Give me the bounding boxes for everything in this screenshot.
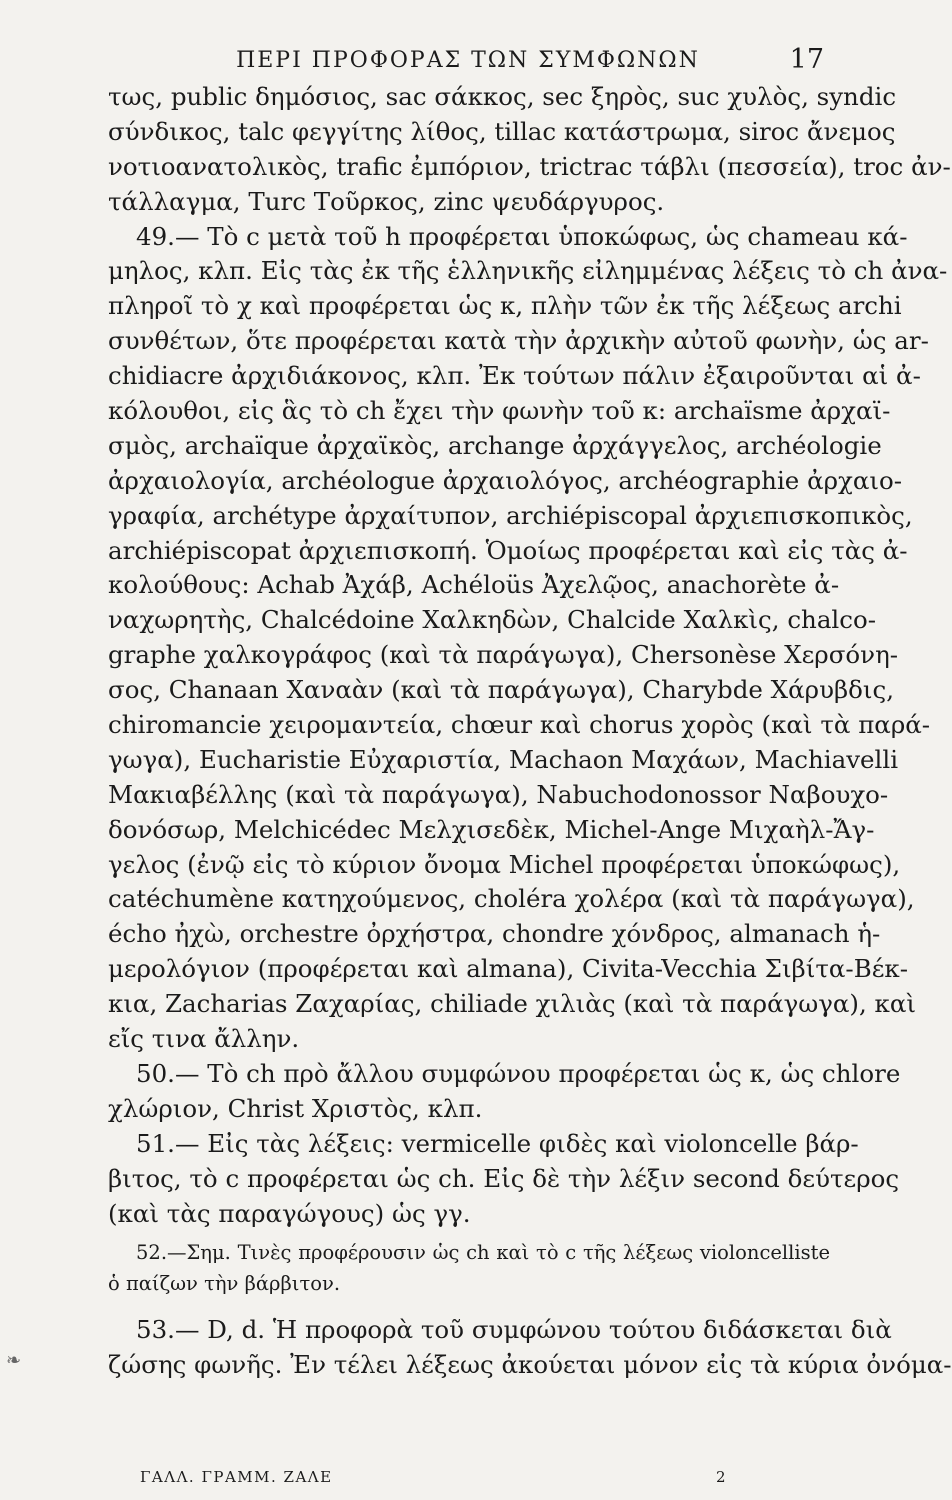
- text-line: ζώσης φωνῆς. Ἐν τέλει λέξεως ἀκούεται μόνον εἰς τὰ κύρια ὀνόμα-: [108, 1350, 952, 1380]
- text-line: χλώριον, Christ Χριστὸς, κλπ.: [108, 1093, 483, 1123]
- signature-title: ΓΑΛΛ. ΓΡΑΜΜ. ΖΑΛΕ: [140, 1468, 333, 1486]
- text-line: écho ἠχὼ, orchestre ὀρχήστρα, chondre χόνδρος, almanach ἡ-: [108, 919, 881, 949]
- text-line: σύνδικος, talc φεγγίτης λίθος, tillac κατάστρωμα, siroc ἄνεμος: [108, 116, 896, 146]
- text-line: catéchumène κατηχούμενος, choléra χολέρα (καὶ τὰ παράγωγα),: [108, 884, 915, 914]
- text-line: νοτιοανατολικὸς, trafic ἐμπόριον, trictrac τάβλι (πεσσεία), troc ἀν-: [108, 151, 951, 181]
- text-line: τάλλαγμα, Turc Τοῦρκος, zinc ψευδάργυρος.: [108, 186, 665, 216]
- text-line: συνθέτων, ὅτε προφέρεται κατὰ τὴν ἀρχικὴν αὐτοῦ φωνὴν, ὡς ar-: [108, 326, 929, 356]
- text-line: βιτος, τὸ c προφέρεται ὡς ch. Εἰς δὲ τὴν λέξιν second δεύτερος: [108, 1163, 900, 1193]
- text-line: 52.—Σημ. Τινὲς προφέρουσιν ὡς ch καὶ τὸ c τῆς λέξεως violoncelliste: [136, 1241, 830, 1265]
- text-line: γραφία, archétype ἀρχαίτυπον, archiépiscopal ἀρχιεπισκοπικὸς,: [108, 500, 913, 530]
- text-line: κόλουθοι, εἰς ἃς τὸ ch ἔχει τὴν φωνὴν τοῦ κ: archaïsme ἀρχαϊ-: [108, 396, 891, 426]
- signature-line: [108, 1468, 830, 1496]
- text-line: μερολόγιον (προφέρεται καὶ almana), Civita-Vecchia Σιβίτα-Βέκ-: [108, 954, 908, 984]
- text-line: εἴς τινα ἄλλην.: [108, 1024, 300, 1054]
- text-line: Μακιαβέλλης (καὶ τὰ παράγωγα), Nabuchodonossor Ναβουχο-: [108, 779, 889, 809]
- text-line: κια, Zacharias Ζαχαρίας, chiliade χιλιὰς (καὶ τὰ παράγωγα), καὶ: [108, 989, 917, 1019]
- page-number: 17: [789, 44, 824, 75]
- margin-mark: ❧: [6, 1350, 22, 1371]
- text-line: ἀρχαιολογία, archéologue ἀρχαιολόγος, archéographie ἀρχαιο-: [108, 465, 903, 495]
- text-line: 51.— Εἰς τὰς λέξεις: vermicelle φιδὲς καὶ violoncelle βάρ-: [136, 1128, 859, 1158]
- text-line: ναχωρητὴς, Chalcédoine Χαλκηδὼν, Chalcide Χαλκὶς, chalco-: [108, 605, 877, 635]
- signature-number: 2: [716, 1468, 728, 1486]
- text-line: γελος (ἐνῷ εἰς τὸ κύριον ὄνομα Michel προφέρεται ὑποκώφως),: [108, 849, 901, 879]
- text-line: ὁ παίζων τὴν βάρβιτον.: [108, 1272, 341, 1296]
- text-line: γωγα), Eucharistie Εὐχαριστία, Machaon Μαχάων, Machiavelli: [108, 744, 899, 774]
- text-line: graphe χαλκογράφος (καὶ τὰ παράγωγα), Chersonèse Χερσόνη-: [108, 640, 899, 670]
- page-header: [108, 44, 828, 80]
- text-line: σμὸς, archaïque ἀρχαϊκὸς, archange ἀρχάγγελος, archéologie: [108, 430, 882, 460]
- text-line: τως, public δημόσιος, sac σάκκος, sec ξηρὸς, suc χυλὸς, syndic: [108, 82, 897, 111]
- text-line: chiromancie χειρομαντεία, chœur καὶ chorus χορὸς (καὶ τὰ παρά-: [108, 710, 931, 740]
- text-line: δονόσωρ, Melchicédec Μελχισεδὲκ, Michel-Ange Μιχαὴλ-Ἄγ-: [108, 814, 875, 844]
- text-line: 53.— D, d. Ἡ προφορὰ τοῦ συμφώνου τούτου διδάσκεται διὰ: [136, 1315, 892, 1345]
- text-line: πληροῖ τὸ χ καὶ προφέρεται ὡς κ, πλὴν τῶν ἐκ τῆς λέξεως archi: [108, 291, 902, 321]
- text-line: μηλος, κλπ. Εἰς τὰς ἐκ τῆς ἑλληνικῆς εἰλημμένας λέξεις τὸ ch ἀνα-: [108, 256, 948, 286]
- text-line: 49.— Τὸ c μετὰ τοῦ h προφέρεται ὑποκώφως, ὡς chameau κά-: [136, 221, 908, 251]
- running-title: ΠΕΡΙ ΠΡΟΦΟΡΑΣ ΤΩΝ ΣΥΜΦΩΝΩΝ: [236, 48, 700, 73]
- text-line: chidiacre ἀρχιδιάκονος, κλπ. Ἐκ τούτων πάλιν ἐξαιροῦνται αἱ ἀ-: [108, 361, 921, 391]
- text-line: κολούθους: Achab Ἀχάβ, Achéloüs Ἀχελῷος, anachorète ἀ-: [108, 570, 840, 600]
- text-line: 50.— Τὸ ch πρὸ ἄλλου συμφώνου προφέρεται ὡς κ, ὡς chlore: [136, 1058, 901, 1088]
- text-line: archiépiscopat ἀρχιεπισκοπή. Ὁμοίως προφέρεται καὶ εἰς τὰς ἀ-: [108, 535, 908, 565]
- body-text: [108, 80, 952, 1383]
- text-line: σος, Chanaan Χαναὰν (καὶ τὰ παράγωγα), Charybde Χάρυβδις,: [108, 675, 894, 705]
- text-line: (καὶ τὰς παραγώγους) ὡς γγ.: [108, 1198, 471, 1228]
